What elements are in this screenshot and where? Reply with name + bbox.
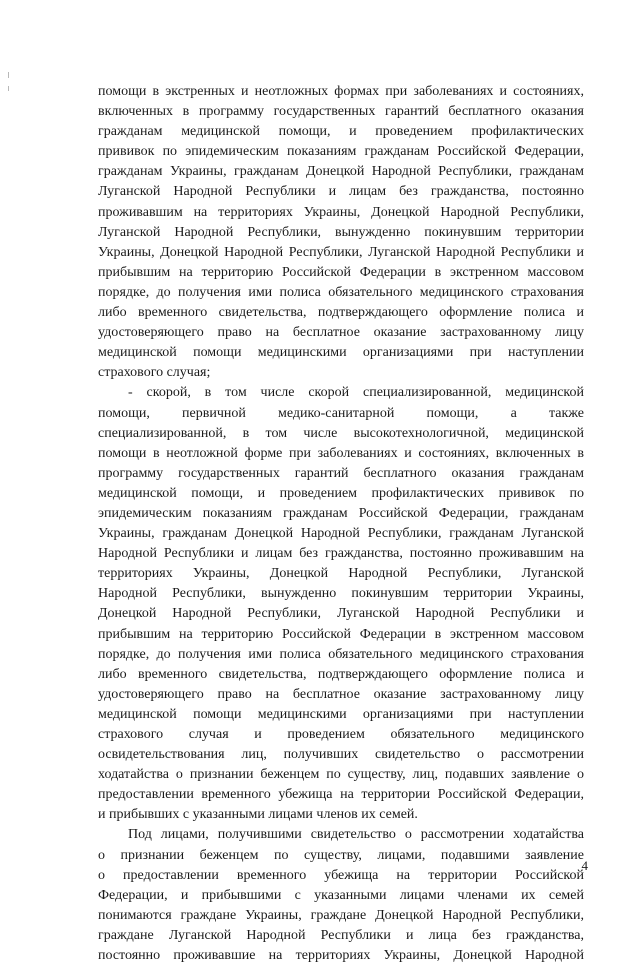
text-line: программу государственных гарантий бесплатного оказания гражданам <box>98 465 584 481</box>
text-line: специализированной, в том числе высокотехнологичной, медицинской <box>98 425 584 441</box>
text-line: Под лицами, получившими свидетельство о рассмотрении ходатайства <box>128 827 584 843</box>
text-line: понимаются граждане Украины, граждане Донецкой Народной Республики, <box>98 907 584 923</box>
text-line: и прибывших с указанными лицами членов их семей. <box>98 807 418 823</box>
paragraph <box>98 383 584 825</box>
paragraph <box>98 825 584 966</box>
text-line: страхового случая и проведением обязательного медицинского <box>98 727 584 742</box>
text-line: Донецкой Народной Республики, Луганской Народной Республики и <box>98 606 584 622</box>
text-line: Украины, Донецкой Народной Республики, Луганской Народной Республики и <box>98 244 584 260</box>
text-line: о предоставлении временного убежища на территории Российской <box>98 867 584 883</box>
paragraph <box>98 82 584 383</box>
text-line: Луганской Народной Республики, вынужденно покинувшим территории <box>98 224 584 240</box>
text-line: медицинской помощи медицинскими организациями при наступлении <box>98 345 584 361</box>
text-line: предоставлении временного убежища на территории Российской Федерации, <box>98 787 584 803</box>
text-line: эпидемическим показаниям гражданам Российской Федерации, гражданам <box>98 505 584 521</box>
margin-tick-mark <box>8 86 9 91</box>
text-line: помощи, первичной медико-санитарной помощи, а также <box>98 405 584 421</box>
text-line: страхового случая; <box>98 365 211 381</box>
text-line: Народной Республики и лицам без гражданства, постоянно проживавшим на <box>98 546 584 562</box>
text-line: либо временного свидетельства, подтверждающего оформление полиса и <box>98 305 584 321</box>
text-line: постоянно проживавшие на территориях Украины, Донецкой Народной <box>98 948 584 964</box>
text-line: ходатайства о признании беженцем по существу, лиц, подавших заявление о <box>98 767 584 783</box>
text-line: гражданам медицинской помощи, и проведением профилактических <box>98 124 584 140</box>
text-line: помощи в экстренных и неотложных формах при заболеваниях и состояниях, <box>98 84 584 99</box>
text-line: либо временного свидетельства, подтверждающего оформление полиса и <box>98 666 584 682</box>
text-line: прививок по эпидемическим показаниям гражданам Российской Федерации, <box>98 144 584 160</box>
text-line: территориях Украины, Донецкой Народной Республики, Луганской <box>98 566 584 582</box>
text-line: порядке, до получения ими полиса обязательного медицинского страхования <box>98 284 584 300</box>
text-line: включенных в программу государственных гарантий бесплатного оказания <box>98 104 584 120</box>
text-line: удостоверяющего право на бесплатное оказание застрахованному лицу <box>98 686 584 702</box>
text-line: освидетельствования лиц, получивших свидетельство о рассмотрении <box>98 747 584 763</box>
text-line: помощи в неотложной форме при заболеваниях и состояниях, включенных в <box>98 445 584 461</box>
text-line: Луганской Народной Республики и лицам без гражданства, постоянно <box>98 184 584 200</box>
text-line: гражданам Украины, гражданам Донецкой Народной Республики, гражданам <box>98 164 584 180</box>
text-line: порядке, до получения ими полиса обязательного медицинского страхования <box>98 646 584 662</box>
document-body <box>98 82 584 966</box>
text-line: граждане Луганской Народной Республики и лица без гражданства, <box>98 927 584 943</box>
text-line: - скорой, в том числе скорой специализированной, медицинской <box>128 385 584 401</box>
page-number: 4 <box>581 858 588 873</box>
text-line: Украины, гражданам Донецкой Народной Республики, гражданам Луганской <box>98 526 584 542</box>
text-line: Федерации, и прибывшими с указанными лицами членами их семей <box>98 887 584 903</box>
text-line: медицинской помощи, и проведением профилактических прививок по <box>98 485 584 501</box>
text-line: прибывшим на территорию Российской Федерации в экстренном массовом <box>98 626 584 642</box>
margin-tick-mark <box>8 72 9 78</box>
text-line: прибывшим на территорию Российской Федерации в экстренном массовом <box>98 264 584 280</box>
text-line: удостоверяющего право на бесплатное оказание застрахованному лицу <box>98 325 584 341</box>
text-line: о признании беженцем по существу, лицами, подавшими заявление <box>98 847 584 863</box>
text-line: проживавшим на территориях Украины, Донецкой Народной Республики, <box>98 204 584 220</box>
text-line: медицинской помощи медицинскими организациями при наступлении <box>98 706 584 722</box>
text-line: Народной Республики, вынужденно покинувшим территории Украины, <box>98 586 584 602</box>
